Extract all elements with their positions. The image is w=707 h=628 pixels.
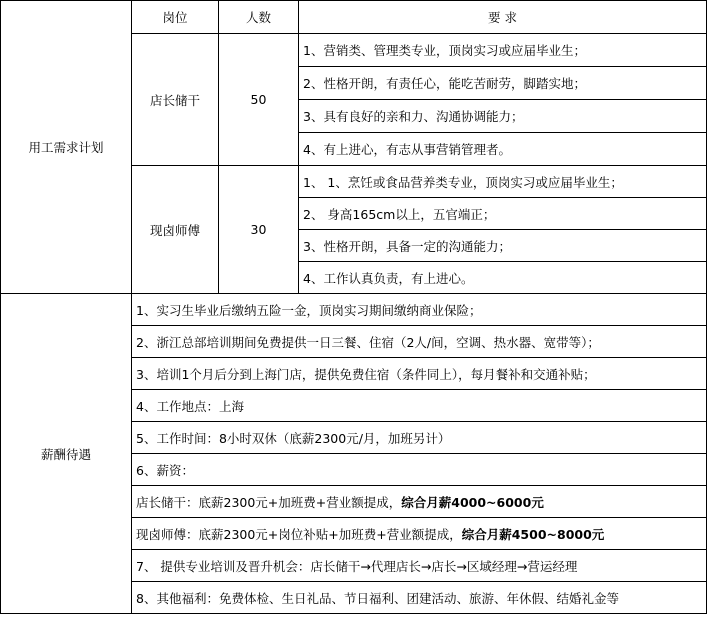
benefit-item: 6、薪资： xyxy=(132,454,707,486)
header-requirements: 要 求 xyxy=(299,1,707,34)
requirement-item: 4、有上进心，有志从事营销管理者。 xyxy=(299,133,707,166)
job-title: 店长储干 xyxy=(132,34,219,166)
header-count: 人数 xyxy=(219,1,299,34)
benefit-item: 7、 提供专业培训及晋升机会：店长储干→代理店长→店长→区域经理→营运经理 xyxy=(132,550,707,582)
requirement-item: 1、营销类、管理类专业，顶岗实习或应届毕业生； xyxy=(299,34,707,67)
requirement-item: 1、 1、烹饪或食品营养类专业，顶岗实习或应届毕业生； xyxy=(299,166,707,198)
job-count: 30 xyxy=(219,166,299,294)
section-plan-cell: 用工需求计划 xyxy=(1,1,132,294)
requirement-item: 2、 身高165cm以上，五官端正； xyxy=(299,198,707,230)
salary-text: 现卤师傅：底薪2300元+岗位补贴+加班费+营业额提成， xyxy=(136,526,462,542)
header-position: 岗位 xyxy=(132,1,219,34)
benefit-item: 4、工作地点：上海 xyxy=(132,390,707,422)
benefit-item: 3、培训1个月后分到上海门店，提供免费住宿（条件同上），每月餐补和交通补贴； xyxy=(132,358,707,390)
section-pay-cell: 薪酬待遇 xyxy=(1,294,132,614)
requirement-item: 3、具有良好的亲和力、沟通协调能力； xyxy=(299,100,707,133)
salary-total: 综合月薪4500~8000元 xyxy=(461,526,605,542)
requirement-item: 3、性格开朗，具备一定的沟通能力； xyxy=(299,230,707,262)
salary-item xyxy=(132,518,707,550)
table-row xyxy=(1,294,707,326)
salary-total: 综合月薪4000~6000元 xyxy=(401,494,544,510)
benefit-item: 5、工作时间：8小时双休（底薪2300元/月，加班另计） xyxy=(132,422,707,454)
requirement-item: 2、性格开朗，有责任心，能吃苦耐劳，脚踏实地； xyxy=(299,67,707,100)
salary-item xyxy=(132,486,707,518)
job-count: 50 xyxy=(219,34,299,166)
job-title: 现卤师傅 xyxy=(132,166,219,294)
requirement-item: 4、工作认真负责，有上进心。 xyxy=(299,262,707,294)
header-row xyxy=(1,1,707,34)
benefit-item: 8、其他福利：免费体检、生日礼品、节日福利、团建活动、旅游、年休假、结婚礼金等 xyxy=(132,582,707,614)
benefit-item: 2、浙江总部培训期间免费提供一日三餐、住宿（2人/间，空调、热水器、宽带等）； xyxy=(132,326,707,358)
salary-text: 店长储干：底薪2300元+加班费+营业额提成， xyxy=(136,494,402,510)
benefit-item: 1、实习生毕业后缴纳五险一金，顶岗实习期间缴纳商业保险； xyxy=(132,294,707,326)
